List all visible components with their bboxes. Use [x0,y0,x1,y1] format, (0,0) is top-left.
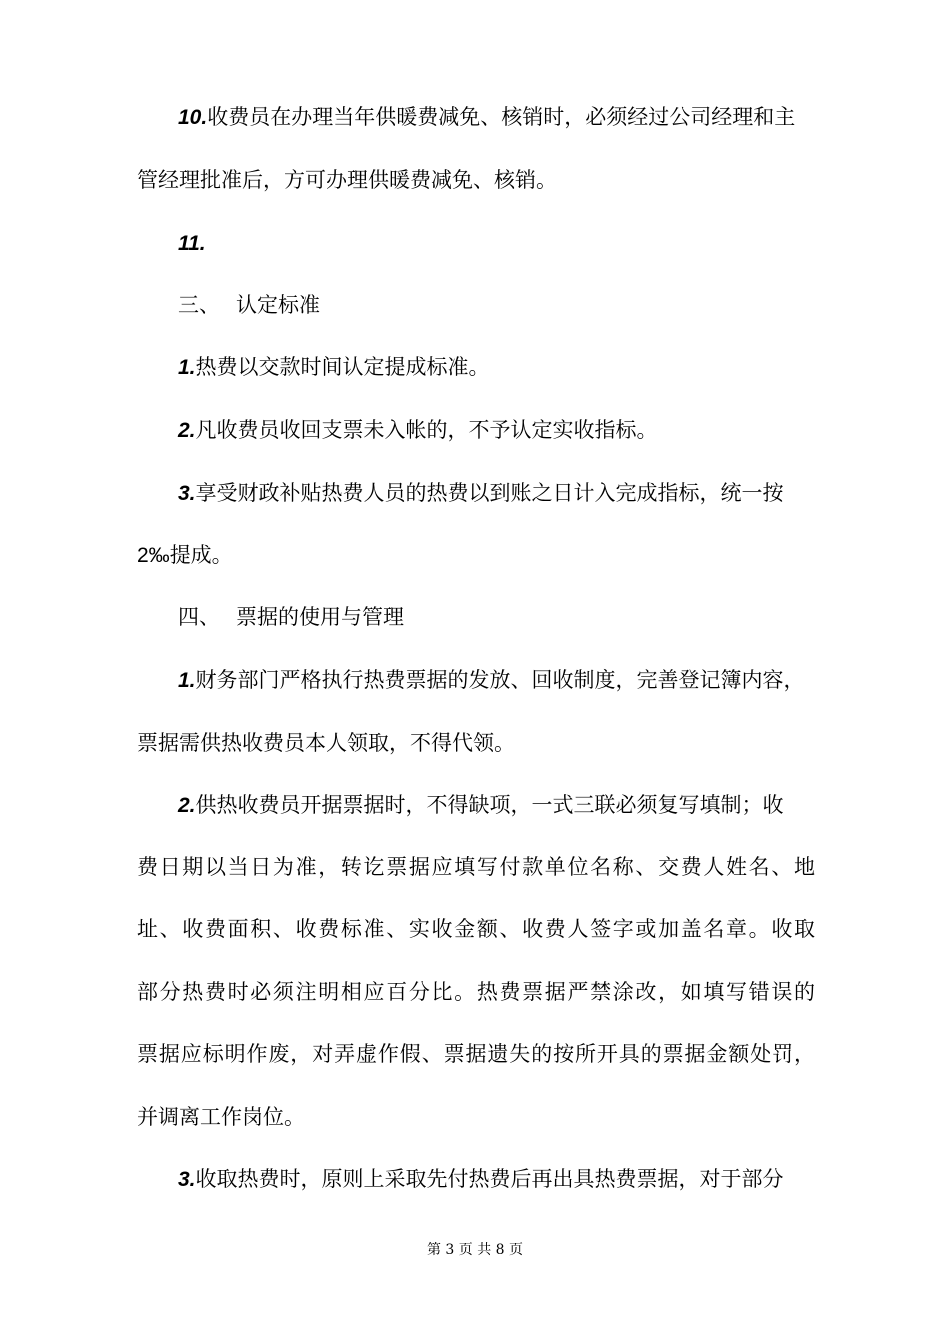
paragraph-10-line-2 [137,165,557,195]
section-title: 票据的使用与管理 [236,605,404,629]
item-number: 1. [178,356,196,379]
standard-item-3-line-1 [178,478,784,509]
section-title: 认定标准 [236,293,320,317]
line-text: 票据需供热收费员本人领取，不得代领。 [137,731,515,755]
line-text: 收费员在办理当年供暖费减免、核销时，必须经过公司经理和主 [207,105,796,129]
item-number: 2. [178,794,196,817]
item-number: 11. [178,232,206,255]
line-text: 部分热费时必须注明相应百分比。热费票据严禁涂改，如填写错误的 [137,980,815,1004]
receipt-item-2-line-3 [137,914,815,944]
paragraph-11 [178,228,206,259]
line-text: 财务部门严格执行热费票据的发放、回收制度，完善登记簿内容， [195,668,805,692]
line-text: 提成。 [169,543,233,567]
page-footer: 第 3 页 共 8 页 [426,1242,524,1258]
receipt-item-1-line-1 [178,665,805,696]
item-number: 3. [178,1168,196,1191]
item-number: 1. [178,669,196,692]
line-text: 收取热费时，原则上采取先付热费后再出具热费票据，对于部分 [195,1167,784,1191]
line-text: 费日期以当日为准，转讫票据应填写付款单位名称、交费人姓名、地 [137,855,815,879]
receipt-item-2-line-1 [178,790,784,821]
section-heading-4 [178,602,404,632]
section-index: 三、 [178,293,220,317]
line-text: 供热收费员开据票据时，不得缺项，一式三联必须复写填制；收 [195,793,784,817]
line-text: 址、收费面积、收费标准、实收金额、收费人签字或加盖名章。收取 [137,917,815,941]
item-number: 3. [178,482,196,505]
line-text: 凡收费员收回支票未入帐的，不予认定实收指标。 [195,418,658,442]
line-text: 热费以交款时间认定提成标准。 [195,355,490,379]
receipt-item-2-line-6 [137,1102,305,1132]
receipt-item-2-line-5 [137,1039,815,1069]
receipt-item-1-line-2 [137,728,515,758]
item-number: 2. [178,419,196,442]
receipt-item-2-line-4 [137,977,815,1007]
paragraph-10-line-1 [178,102,795,133]
line-text: 票据应标明作废，对弄虚作假、票据遗失的按所开具的票据金额处罚， [137,1042,815,1066]
section-heading-3 [178,290,320,320]
rate-value: 2‰ [137,544,170,567]
receipt-item-2-line-2 [137,852,815,882]
standard-item-2 [178,415,658,446]
line-text: 享受财政补贴热费人员的热费以到账之日计入完成指标，统一按 [195,481,784,505]
standard-item-1 [178,352,490,383]
standard-item-3-line-2 [137,540,233,571]
receipt-item-3-line-1 [178,1164,784,1195]
line-text: 并调离工作岗位。 [137,1105,305,1129]
item-number: 10. [178,106,208,129]
section-index: 四、 [178,605,220,629]
line-text: 管经理批准后，方可办理供暖费减免、核销。 [137,168,557,192]
